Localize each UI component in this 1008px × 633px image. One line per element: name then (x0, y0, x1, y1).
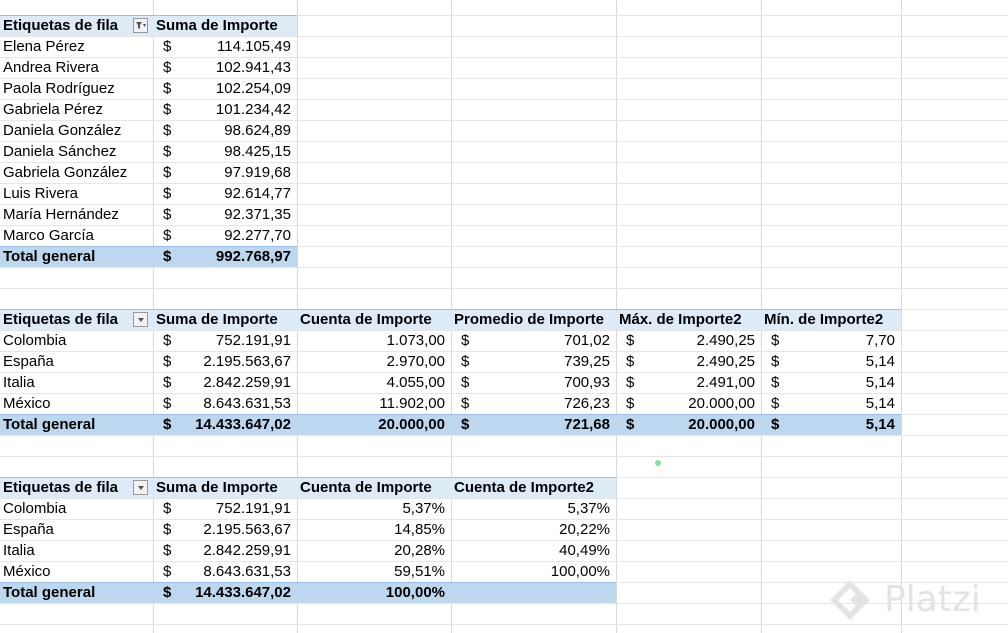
currency-symbol: $ (163, 227, 172, 244)
pivot2-cell-max[interactable]: 20.000,00 (688, 395, 755, 412)
currency-symbol: $ (163, 542, 172, 559)
row-gridline (0, 435, 1008, 436)
pivot2-cell-cuenta[interactable]: 1.073,00 (386, 332, 445, 349)
pivot2-header-3[interactable]: Promedio de Importe (454, 311, 605, 328)
pivot2-header-5[interactable]: Mín. de Importe2 (764, 311, 884, 328)
pivot3-cell-cuenta[interactable]: 20,28% (394, 542, 445, 559)
currency-symbol: $ (771, 395, 780, 412)
platzi-logo-icon (828, 578, 872, 622)
pivot1-row-label[interactable]: María Hernández (3, 206, 119, 223)
pivot3-cell-cuenta2[interactable]: 5,37% (567, 500, 610, 517)
currency-symbol: $ (626, 416, 635, 433)
pivot1-row-label[interactable]: Andrea Rivera (3, 59, 99, 76)
pivot2-header-1[interactable]: Suma de Importe (156, 311, 278, 328)
currency-symbol: $ (163, 206, 172, 223)
pivot1-row-label[interactable]: Daniela Sánchez (3, 143, 117, 160)
filter-active-icon (135, 20, 147, 32)
row-labels-filter-button[interactable] (133, 480, 148, 495)
pivot2-cell-min[interactable]: 7,70 (865, 332, 895, 349)
currency-symbol: $ (163, 563, 172, 580)
pivot2-total-suma[interactable]: 14.433.647,02 (195, 416, 291, 433)
currency-symbol: $ (461, 395, 470, 412)
pivot3-total-suma[interactable]: 14.433.647,02 (195, 584, 291, 601)
currency-symbol: $ (771, 416, 780, 433)
pivot3-cell-suma[interactable]: 2.195.563,67 (203, 521, 291, 538)
pivot2-cell-suma[interactable]: 752.191,91 (215, 332, 291, 349)
pivot2-total-promedio[interactable]: 721,68 (564, 416, 610, 433)
pivot3-row-label[interactable]: Italia (3, 542, 35, 559)
watermark-text: Platzi (884, 579, 981, 620)
platzi-watermark (828, 570, 1008, 630)
currency-symbol: $ (163, 185, 172, 202)
pivot3-header-3[interactable]: Cuenta de Importe2 (454, 479, 595, 496)
pivot2-header-2[interactable]: Cuenta de Importe (300, 311, 432, 328)
pivot2-total-cuenta[interactable]: 20.000,00 (378, 416, 445, 433)
pivot3-header-2[interactable]: Cuenta de Importe (300, 479, 432, 496)
pivot2-cell-min[interactable]: 5,14 (865, 374, 895, 391)
column-gridline (901, 0, 902, 633)
currency-symbol: $ (163, 122, 172, 139)
pivot2-cell-suma[interactable]: 2.842.259,91 (203, 374, 291, 391)
pivot2-cell-max[interactable]: 2.490,25 (696, 353, 755, 370)
pivot3-cell-cuenta2[interactable]: 40,49% (559, 542, 610, 559)
pivot2-cell-cuenta[interactable]: 4.055,00 (386, 374, 445, 391)
row-labels-filter-button[interactable] (133, 18, 148, 33)
currency-symbol: $ (461, 332, 470, 349)
pivot1-cell-importe[interactable]: 92.277,70 (224, 227, 291, 244)
pivot1-cell-importe[interactable]: 92.614,77 (224, 185, 291, 202)
pivot3-row-label[interactable]: México (3, 563, 51, 580)
pivot2-cell-promedio[interactable]: 700,93 (564, 374, 610, 391)
pivot1-row-label[interactable]: Luis Rivera (3, 185, 79, 202)
pivot3-cell-suma[interactable]: 2.842.259,91 (203, 542, 291, 559)
pivot1-row-label[interactable]: Gabriela Pérez (3, 101, 104, 118)
pivot3-cell-suma[interactable]: 752.191,91 (215, 500, 291, 517)
row-gridline (0, 267, 1008, 268)
currency-symbol: $ (163, 143, 172, 160)
currency-symbol: $ (461, 353, 470, 370)
currency-symbol: $ (461, 374, 470, 391)
pivot1-header-0[interactable]: Etiquetas de fila (3, 17, 119, 34)
pivot3-cell-cuenta[interactable]: 59,51% (394, 563, 445, 580)
pivot2-cell-suma[interactable]: 8.643.631,53 (203, 395, 291, 412)
pivot1-cell-importe[interactable]: 97.919,68 (224, 164, 291, 181)
pivot3-total-cuenta[interactable]: 100,00% (385, 584, 445, 601)
pivot2-row-label[interactable]: España (3, 353, 54, 370)
currency-symbol: $ (163, 416, 172, 433)
pivot2-total-max[interactable]: 20.000,00 (688, 416, 755, 433)
pivot2-cell-min[interactable]: 5,14 (865, 395, 895, 412)
pivot2-cell-suma[interactable]: 2.195.563,67 (203, 353, 291, 370)
pivot2-row-label[interactable]: México (3, 395, 51, 412)
row-gridline (0, 288, 1008, 289)
currency-symbol: $ (163, 80, 172, 97)
pivot1-cell-importe[interactable]: 98.624,89 (224, 122, 291, 139)
pivot2-cell-min[interactable]: 5,14 (865, 353, 895, 370)
pivot3-cell-cuenta[interactable]: 5,37% (402, 500, 445, 517)
currency-symbol: $ (163, 101, 172, 118)
pivot2-header-4[interactable]: Máx. de Importe2 (619, 311, 742, 328)
pivot2-header-0[interactable]: Etiquetas de fila (3, 311, 119, 328)
row-gridline (0, 456, 1008, 457)
pivot2-cell-cuenta[interactable]: 2.970,00 (386, 353, 445, 370)
pivot1-row-label[interactable]: Paola Rodríguez (3, 80, 115, 97)
pivot1-cell-importe[interactable]: 114.105,49 (217, 38, 291, 55)
pivot1-cell-importe[interactable]: 102.941,43 (215, 59, 291, 76)
pivot2-total-label[interactable]: Total general (3, 416, 96, 433)
dropdown-arrow-icon (135, 482, 147, 494)
row-labels-filter-button[interactable] (133, 312, 148, 327)
pivot1-row-label[interactable]: Elena Pérez (3, 38, 85, 55)
pivot1-cell-importe[interactable]: 92.371,35 (224, 206, 291, 223)
pivot2-cell-cuenta[interactable]: 11.902,00 (379, 395, 445, 412)
pivot2-total-min[interactable]: 5,14 (865, 416, 895, 433)
dropdown-arrow-icon (135, 314, 147, 326)
pivot2-row-label[interactable]: Colombia (3, 332, 67, 349)
pivot1-row-label[interactable]: Daniela González (3, 122, 122, 139)
currency-symbol: $ (771, 374, 780, 391)
currency-symbol: $ (163, 353, 172, 370)
currency-symbol: $ (163, 164, 172, 181)
pivot3-header-0[interactable]: Etiquetas de fila (3, 479, 119, 496)
pivot1-header-1[interactable]: Suma de Importe (156, 17, 278, 34)
pivot3-cell-cuenta2[interactable]: 20,22% (559, 521, 610, 538)
pivot2-row-label[interactable]: Italia (3, 374, 35, 391)
pivot3-total-cuenta2[interactable] (451, 582, 610, 603)
pivot2-cell-max[interactable]: 2.490,25 (696, 332, 755, 349)
pivot1-total-label[interactable]: Total general (3, 248, 96, 265)
currency-symbol: $ (163, 584, 172, 601)
cursor-dot (655, 460, 661, 466)
pivot1-row-label[interactable]: Gabriela González (3, 164, 128, 181)
currency-symbol: $ (461, 416, 470, 433)
currency-symbol: $ (163, 374, 172, 391)
pivot2-cell-promedio[interactable]: 726,23 (564, 395, 610, 412)
pivot1-cell-importe[interactable]: 98.425,15 (224, 143, 291, 160)
pivot3-total-label[interactable]: Total general (3, 584, 96, 601)
currency-symbol: $ (163, 59, 172, 76)
pivot2-cell-promedio[interactable]: 739,25 (564, 353, 610, 370)
pivot1-cell-importe[interactable]: 101.234,42 (215, 101, 291, 118)
currency-symbol: $ (163, 500, 172, 517)
pivot3-row-label[interactable]: Colombia (3, 500, 67, 517)
currency-symbol: $ (163, 395, 172, 412)
currency-symbol: $ (771, 332, 780, 349)
pivot2-cell-promedio[interactable]: 701,02 (564, 332, 610, 349)
pivot2-cell-max[interactable]: 2.491,00 (696, 374, 755, 391)
pivot1-cell-importe[interactable]: 102.254,09 (215, 80, 291, 97)
currency-symbol: $ (626, 353, 635, 370)
currency-symbol: $ (626, 395, 635, 412)
pivot1-total-importe[interactable]: 992.768,97 (215, 248, 291, 265)
currency-symbol: $ (771, 353, 780, 370)
pivot3-cell-suma[interactable]: 8.643.631,53 (203, 563, 291, 580)
currency-symbol: $ (163, 248, 172, 265)
currency-symbol: $ (163, 332, 172, 349)
currency-symbol: $ (626, 374, 635, 391)
pivot3-cell-cuenta2[interactable]: 100,00% (550, 563, 610, 580)
pivot3-cell-cuenta[interactable]: 14,85% (394, 521, 445, 538)
currency-symbol: $ (626, 332, 635, 349)
currency-symbol: $ (163, 38, 172, 55)
currency-symbol: $ (163, 521, 172, 538)
pivot1-row-label[interactable]: Marco García (3, 227, 94, 244)
pivot3-row-label[interactable]: España (3, 521, 54, 538)
pivot3-header-1[interactable]: Suma de Importe (156, 479, 278, 496)
